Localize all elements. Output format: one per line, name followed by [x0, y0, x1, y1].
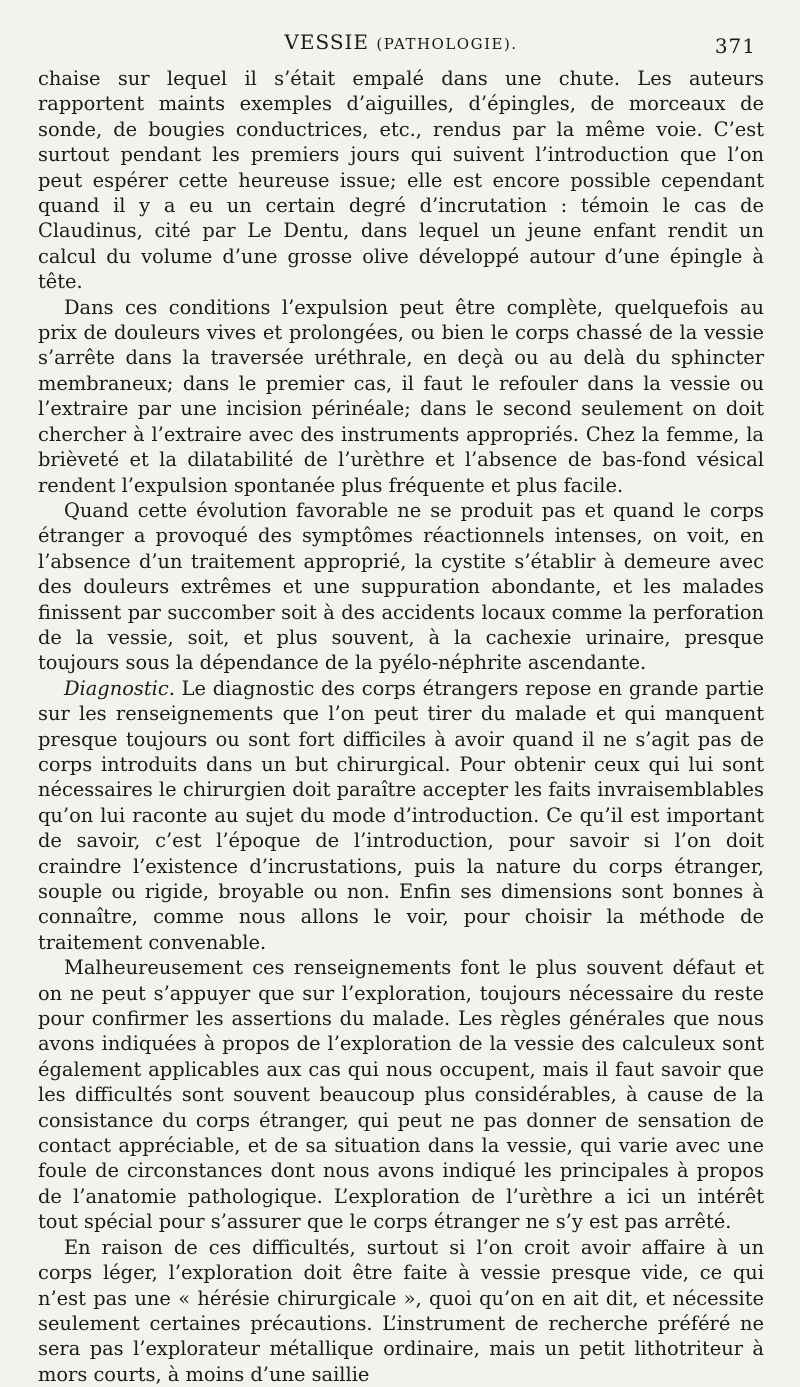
paragraph-continuation: chaise sur lequel il s’était empalé dans une chute. Les auteurs rapportent maints exemples d’aiguilles, d’épingles, de morceaux de sonde, de bougies conductrices, etc., rendus par la même voie. C’est surtout pendant les premiers jours qui suivent l’introduction que l’on peut espérer cette heureuse issue; elle est encore possible cependant quand il y a eu un certain degré d’incrutation : témoin le cas de Claudinus, cité par Le Dentu, dans lequel un jeune enfant rendit un calcul du volume d’une grosse olive développé autour d’une épingle à tête. — [38, 67, 764, 294]
diagnostic-text: Le diagnostic des corps étrangers repose en grande partie sur les renseignements que l’on peut tirer du malade et qui manquent presque toujours ou sont fort difficiles à avoir quand il ne s’agit pas de corps introduits dans un but chirurgical. Pour obtenir ceux qui lui sont nécessaires le chirurgien doit paraître accepter les faits invraisemblables qu’on lui raconte au sujet du mode d’introduction. Ce qu’il est important de savoir, c’est l’époque de l’introduction, pour savoir si l’on doit craindre l’existence d’incrustations, puis la nature du corps étranger, souple ou rigide, broyable ou non. Enfin ses dimensions sont bonnes à connaître, comme nous allons le voir, pour choisir la méthode de traitement convenable. — [38, 676, 764, 954]
paragraph-exploration: Malheureusement ces renseignements font le plus souvent défaut et on ne peut s’appuyer que sur l’exploration, toujours nécessaire du reste pour confirmer les assertions du malade. Les règles générales que nous avons indiquées à propos de l’exploration de la vessie des calculeux sont également applicables aux cas qui nous occupent, mais il faut savoir que les difficultés sont souvent beaucoup plus considérables, à cause de la consistance du corps étranger, qui peut ne pas donner de sensation de contact appréciable, et de sa situation dans la vessie, qui varie avec une foule de circonstances dont nous avons indiqué les principales à propos de l’anatomie pathologique. L’exploration de l’urèthre a ici un intérêt tout spécial pour s’assurer que le corps étranger ne s’y est pas arrêté. — [38, 956, 764, 1234]
header-title — [284, 30, 517, 54]
paragraph-diagnostic — [38, 676, 764, 955]
body-text — [38, 66, 764, 1387]
paragraph-difficulties: En raison de ces difficultés, surtout si l’on croit avoir affaire à un corps léger, l’exploration doit être faite à vessie presque vide, ce qui n’est pas une « hérésie chirurgicale », quoi qu’on en ait dit, et nécessite seulement certaines précautions. L’instrument de recherche préféré ne sera pas l’explorateur métallique ordinaire, mais un petit lithotriteur à mors courts, à moins d’une saillie — [38, 1235, 764, 1386]
paragraph-expulsion: Dans ces conditions l’expulsion peut être complète, quelquefois au prix de douleurs vives et prolongées, ou bien le corps chassé de la vessie s’arrête dans la traversée uréthrale, en deçà ou au delà du sphincter membraneux; dans le premier cas, il faut le refouler dans la vessie ou l’extraire par une incision périnéale; dans le second seulement on doit chercher à l’extraire avec des instruments appropriés. Chez la femme, la brièveté et la dilatabilité de l’urèthre et l’absence de bas-fond vésical rendent l’expulsion spontanée plus fréquente et plus facile. — [38, 295, 764, 497]
header-title-main: VESSIE — [284, 30, 370, 54]
paragraph-evolution: Quand cette évolution favorable ne se produit pas et quand le corps étranger a provoqué des symptômes réactionnels intenses, on voit, en l’absence d’un traitement approprié, la cystite s’établir à demeure avec des douleurs extrêmes et une suppuration abondante, et les malades finissent par succomber soit à des accidents locaux comme la perforation de la vessie, soit, et plus souvent, à la cachexie urinaire, presque toujours sous la dépendance de la pyélo-néphrite ascendante. — [38, 498, 764, 675]
page-number: 371 — [714, 34, 756, 58]
header-title-subtitle: (PATHOLOGIE). — [376, 35, 518, 53]
diagnostic-lead: Diagnostic. — [64, 676, 175, 700]
running-header — [38, 24, 764, 66]
